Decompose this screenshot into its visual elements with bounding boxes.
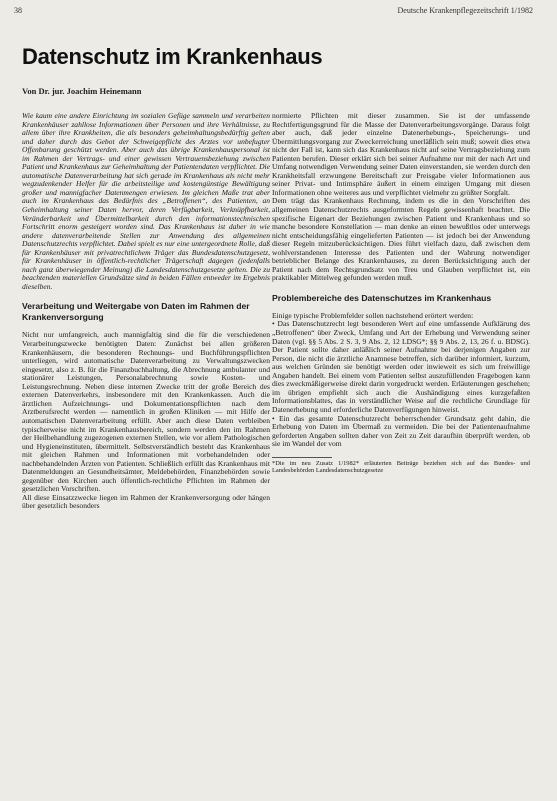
left-column xyxy=(22,112,270,511)
abstract-paragraph: Wie kaum eine andere Einrichtung im sozialen Gefüge sammeln und verarbeiten Krankenhäuser zahllose Informationen über Personen und ihre Verhältnisse, zu allem über ihre Krankheiten, die als besonders geheimhaltungsbedürftig gelten und daher durch das Gebot der Schweigepflicht des Arztes vor unbefugter Offenbarung geschützt werden. Aber auch das übrige Krankenhauspersonal ist im Rahmen der Vertrags- und einer gewissen Vertrauensbeziehung zwischen Patient und Krankenhaus zur Geheimhaltung der Patientendaten verpflichtet. Die automatische Datenverarbeitung hat sich gerade im Krankenhaus als nicht mehr wegzudenkender Helfer für die arbeitsteilige und kostengünstige Bewältigung großer und mannigfacher Datenmengen erwiesen. Im gleichen Maße trat aber auch im Krankenhaus das Bedürfnis des „Betroffenen“, des Patienten, an Geheimhaltung seiner Daten hervor, deren Verfügbarkeit, Verknüpfbarkeit, Veränderbarkeit und Übermittelbarkeit durch den informationstechnischen Fortschritt enorm gesteigert worden sind. Das Krankenhaus ist daher in wie andere datenverarbeitende Stellen zur Anwendung des allgemeinen Datenschutzrechts verpflichtet. Dabei spielt es nur eine untergeordnete Rolle, daß für Krankenhäuser mit privatrechtlichem Träger das Bundesdatenschutzgesetz, für Krankenhäuser in öffentlich-rechtlicher Trägerschaft dagegen (jedenfalls nach ganz überwiegender Meinung) die Landesdatenschutzgesetze gelten. Die zu beachtenden materiellen Grundsätze sind in beiden Fällen entweder im Ergebnis dieselben. xyxy=(22,111,270,291)
article-author: Von Dr. jur. Joachim Heinemann xyxy=(22,86,142,96)
journal-name: Deutsche Krankenpflegezeitschrift 1/1982 xyxy=(397,5,533,15)
article-title: Datenschutz im Krankenhaus xyxy=(22,44,323,69)
body-paragraph: Nicht nur umfangreich, auch mannigfaltig sind die für die verschiedenen Verarbeitungszwecke benötigten Daten: Zunächst bei allen größeren Krankenhäusern, die besonderen Rechnungs- und Buchführungspflichten unterliegen, wird automatische Datenverarbeitung zu Verwaltungszwecken eingesetzt, also z. B. für die Finanzbuchhaltung, die Abrechnung ambulanter und stationärer Leistungen, Personalabrechnung sowie Kosten- und Leistungsrechnung. Neben diese internen Zwecke tritt der große Bereich des externen Datenverkehrs, insbesondere mit den Krankenkassen. Auch die ärztlichen Aufzeichnungs- und Dokumentationspflichten nach dem Arztberufsrecht werden — namentlich in großen Kliniken — mit Hilfe der automatischen Datenverarbeitung erfüllt. Aber auch diese Daten verbleiben typischerweise nicht im Krankenhausbereich, sondern werden den im Rahmen der Heilbehandlung zugezogenen externen Stellen, wie vor allem Pathologischen und Hygieneinstituten, übermittelt. Selbstverständlich besteht das Krankenhaus mit gleichen Rahmen und Informationen mit vorbehandelnden oder nachbehandelnden Ärzten von Patienten. Schließlich erfüllt das Krankenhaus mit Datenmeldungen an Gesundheitsämter, Meldebehörden, Finanzbehörden sowie gegenüber den Kirchen auch öffentlich-rechtliche Pflichten im Rahmen der gesetzlichen Vorschriften. xyxy=(22,330,270,494)
body-paragraph: Dem trägt das Krankenhaus Rechnung, indem es die in den Vorschriften des allgemeinen Datenschutzrechts ausgeformten Regeln gewissenhaft beachtet. Die spezifische Eigenart der Beziehungen zwischen Patient und Krankenhaus und so manche besondere Konstellation — man denke an einen bewußtlos oder unterwegs nicht entscheidungsfähig eingelieferten Patienten — ist jedoch bei der Anwendung dieser Regeln mitzuberücksichtigen. Dies führt vielfach dazu, daß zwischen dem wohlverstandenen Interesse des Patienten und der Wahrung notwendiger betrieblicher Belange des Krankenhauses, zu deren Berücksichtigung auch der Patient nach dem Rechtsgrundsatz von Treu und Glauben verpflichtet ist, ein praktikabler Mittelweg gefunden werden muß. xyxy=(272,196,530,283)
bullet-paragraph: • Das Datenschutzrecht legt besonderen Wert auf eine umfassende Aufklärung des „Betroffenen“ über Zweck, Umfang und Art der Erhebung und Verwendung seiner Daten (vgl. §§ 5 Abs. 2 S. 3, 9 Abs. 2, 12 LDSG*; §§ 9 Abs. 2, 13, 26 f. u. BDSG). Der Patient sollte daher anläßlich seiner Aufnahme bei derjenigen Angaben zur Person, die nicht die ärztliche Anamnese betreffen, sich darüber informiert, kurzum, aus welchen Gründen sie benötigt werden oder inwieweit es sich um freiwillige Angaben handelt. Bei einem vom Patienten selbst auszufüllenden Fragebogen kann dies zweckmäßigerweise direkt darin vorgedruckt werden. Erläuterungen geschehen; im übrigen empfiehlt sich auch die Aushändigung eines kurzgefaßten Informationsblattes, das in verständlicher Weise auf die rechtliche Grundlage für Datenerhebung und erforderliche Datenverfügungen hinweist. xyxy=(272,319,530,414)
right-column xyxy=(272,112,530,475)
bullet-paragraph: • Ein das gesamte Datenschutzrecht beherrschender Grundsatz geht dahin, die Erhebung von Daten im Übermaß zu vermeiden. Die bei der Patientenaufnahme geforderten Angaben sollten daher von Zeit zu Zeit daraufhin überprüft werden, ob sie im Wandel der vom xyxy=(272,413,530,449)
section-heading-problembereiche: Problembereiche des Datenschutzes im Krankenhaus xyxy=(272,292,492,303)
page-number: 38 xyxy=(14,5,22,15)
body-paragraph: Einige typische Problemfelder sollen nachstehend erörtert werden: xyxy=(272,310,474,320)
section-heading-verarbeitung: Verarbeitung und Weitergabe von Daten im Rahmen der Krankenversorgung xyxy=(22,301,250,323)
body-paragraph: normierte Pflichten mit dieser zusammen. Sie ist der umfassende Rechtfertigungsgrund für die Masse der Datenverarbeitungsvorgänge. Daraus folgt aber auch, daß jeder einzelne Datenerhebungs-, Speicherungs- und Übermittlungsvorgang zur Zweckerreichung unerläßlich sein muß; soweit dies etwa nicht der Fall ist, kann sich das Krankenhaus nicht auf seine Vertragsbeziehung zum Patienten berufen. Dieser erklärt sich bei seiner Aufnahme nur mit der nach Art und Umfang notwendigen Verwendung seiner Daten einverstanden, sie werden durch den Krankheitsfall erzwungene Bereitschaft zur Preisgabe vieler Informationen aus seiner Privat- und Intimsphäre äußert in einem einzigen Umgang mit diesen Informationen ohne weiteres aus und verpflichtet vielmehr zu größter Sorgfalt. xyxy=(272,111,530,197)
footnote: *Die im neu Zusatz 1/1982* erläuterten Beiträge beziehen sich auf das Bundes- und Landesbehörden Landesdatenschutzgesetze xyxy=(272,459,530,475)
running-header xyxy=(14,3,533,17)
body-paragraph: All diese Einsatzzwecke liegen im Rahmen der Krankenversorgung oder hängen über gesetzlich besonders xyxy=(22,492,270,511)
footnote-rule xyxy=(272,457,332,458)
